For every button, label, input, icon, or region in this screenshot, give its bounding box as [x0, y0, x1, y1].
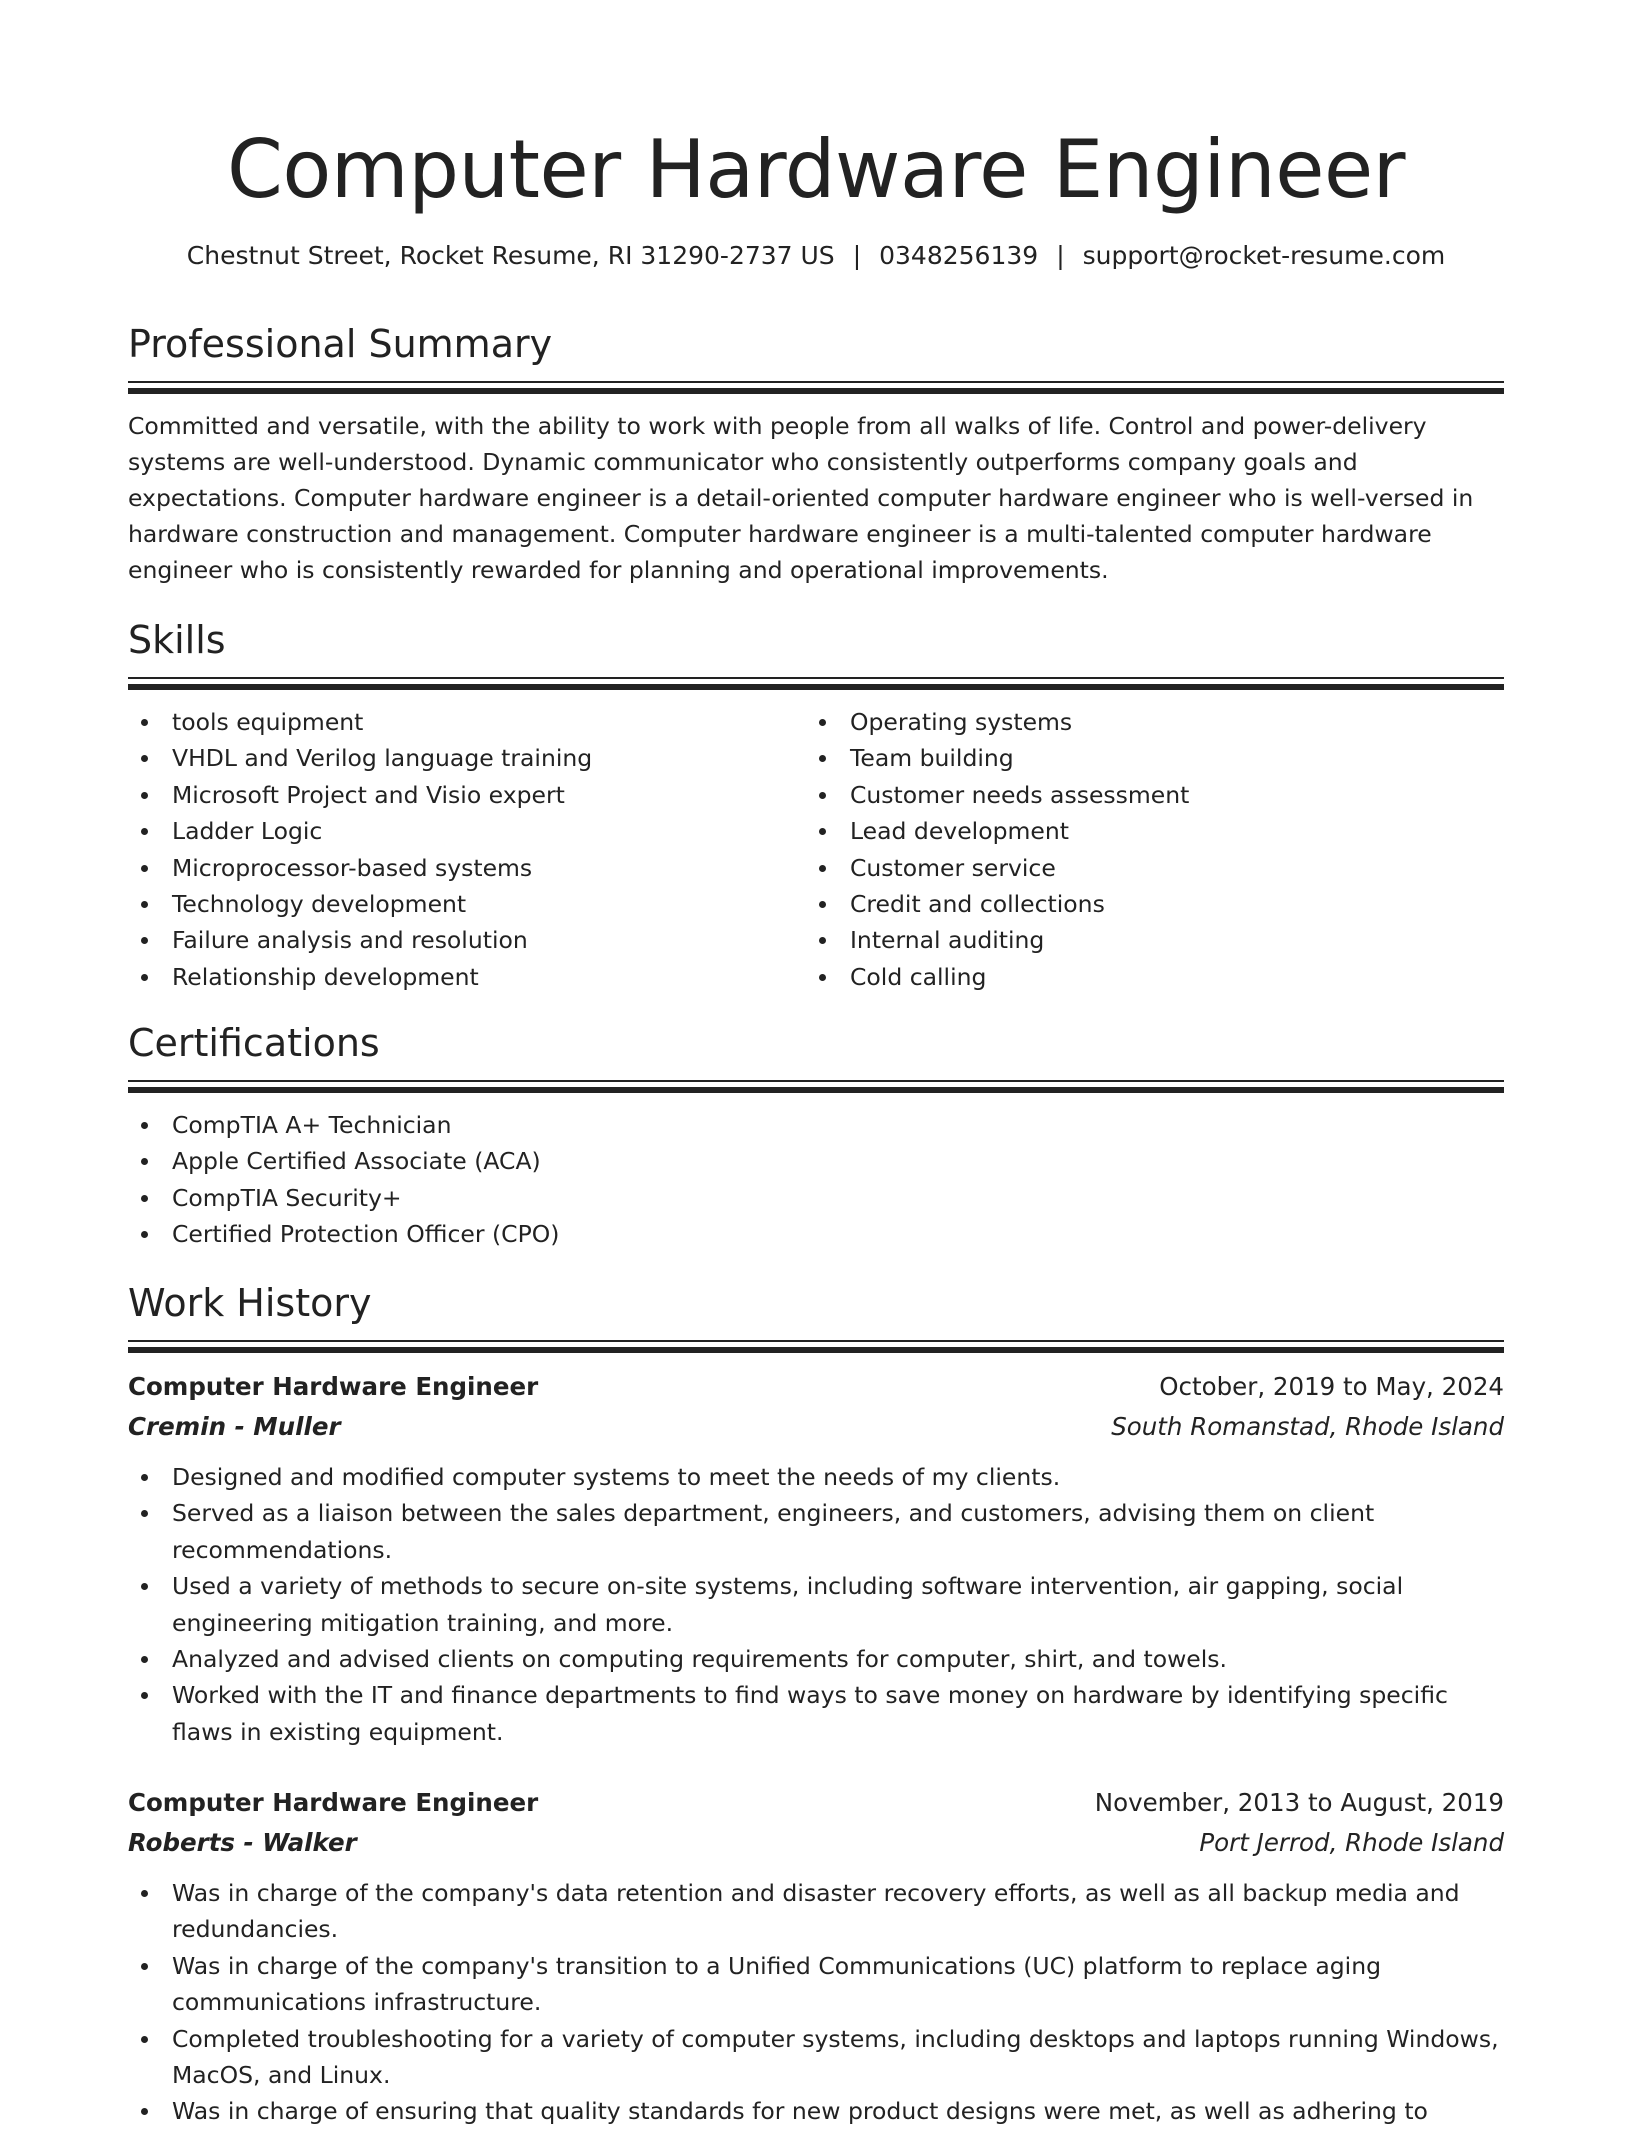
skills-heading: Skills — [128, 618, 226, 662]
summary-text: Committed and versatile, with the ability to work with people from all walks of life. Control and power-delivery systems are well-understood. Dynamic communicator who consistently outperforms company goals and expectations. Computer hardware engineer is a detail-oriented computer hardware engineer who is well-versed in hardware construction and management. Computer hardware engineer is a multi-talented computer hardware engineer who is consistently rewarded for planning and operational improvements. — [128, 412, 1474, 584]
skill-item: Customer service — [806, 850, 1484, 886]
job-bullet: Served as a liaison between the sales department, engineers, and customers, advising them on client recommendations. — [128, 1495, 1504, 1568]
skill-item: Ladder Logic — [128, 813, 806, 849]
job-company: Roberts - Walker — [128, 1828, 357, 1857]
skill-item: Cold calling — [806, 959, 1484, 995]
job-bullet: Analyzed and advised clients on computing requirements for computer, shirt, and towels. — [128, 1641, 1504, 1677]
contact-email: support@rocket-resume.com — [1082, 241, 1446, 270]
section-divider-thick — [128, 1087, 1504, 1093]
certification-item: Apple Certified Associate (ACA) — [128, 1143, 1504, 1179]
certification-item: Certified Protection Officer (CPO) — [128, 1216, 1504, 1252]
job-bullet: Used a variety of methods to secure on-site systems, including software intervention, air gapping, social engineering mitigation training, and more. — [128, 1568, 1504, 1641]
section-divider — [128, 677, 1504, 679]
resume-page — [128, 0, 1504, 2126]
contact-separator: | — [852, 241, 862, 270]
job-company: Cremin - Muller — [128, 1412, 341, 1441]
certifications-heading: Certifications — [128, 1021, 380, 1065]
skills-section — [128, 615, 1504, 995]
certification-item: CompTIA A+ Technician — [128, 1107, 1504, 1143]
job-entry — [128, 1367, 1504, 1750]
skill-item: Team building — [806, 740, 1484, 776]
skills-list-right — [806, 704, 1484, 995]
section-divider-thick — [128, 1347, 1504, 1353]
work-history-heading: Work History — [128, 1281, 372, 1325]
section-divider-thick — [128, 388, 1504, 394]
contact-phone: 0348256139 — [879, 241, 1039, 270]
job-bullet: Was in charge of the company's transition to a Unified Communications (UC) platform to replace aging communications infrastructure. — [128, 1948, 1504, 2021]
contact-address: Chestnut Street, Rocket Resume, RI 31290-2737 US — [186, 241, 835, 270]
certifications-list — [128, 1107, 1504, 1253]
contact-line — [128, 238, 1504, 274]
summary-heading: Professional Summary — [128, 322, 553, 366]
job-bullets — [128, 1459, 1504, 1750]
certifications-section — [128, 1018, 1504, 1253]
skill-item: Microprocessor-based systems — [128, 850, 806, 886]
job-dates: October, 2019 to May, 2024 — [1159, 1372, 1504, 1401]
skill-item: Relationship development — [128, 959, 806, 995]
job-bullet: Was in charge of the company's data retention and disaster recovery efforts, as well as all backup media and redundancies. — [128, 1875, 1504, 1948]
skill-item: Failure analysis and resolution — [128, 922, 806, 958]
job-dates: November, 2013 to August, 2019 — [1094, 1788, 1504, 1817]
section-divider — [128, 381, 1504, 383]
skill-item: Microsoft Project and Visio expert — [128, 777, 806, 813]
job-location: Port Jerrod, Rhode Island — [1199, 1828, 1504, 1857]
certification-item: CompTIA Security+ — [128, 1180, 1504, 1216]
summary-section — [128, 319, 1504, 588]
contact-separator: | — [1056, 241, 1065, 270]
job-bullet: Worked with the IT and finance departments to find ways to save money on hardware by identifying specific flaws in existing equipment. — [128, 1677, 1504, 1750]
job-title: Computer Hardware Engineer — [128, 1788, 539, 1817]
job-title: Computer Hardware Engineer — [128, 1372, 539, 1401]
skills-columns — [128, 704, 1504, 995]
job-location: South Romanstad, Rhode Island — [1111, 1412, 1504, 1441]
work-history-section — [128, 1278, 1504, 1353]
job-bullets — [128, 1875, 1504, 2130]
skill-item: Credit and collections — [806, 886, 1484, 922]
job-subheader — [128, 1823, 1504, 1863]
job-entry — [128, 1783, 1504, 2130]
job-bullet: Designed and modified computer systems to meet the needs of my clients. — [128, 1459, 1504, 1495]
resume-name: Computer Hardware Engineer — [226, 123, 1406, 216]
job-header — [128, 1367, 1504, 1407]
skill-item: Customer needs assessment — [806, 777, 1484, 813]
job-bullet: Was in charge of ensuring that quality standards for new product designs were met, as well as adhering to — [128, 2093, 1504, 2129]
skill-item: Technology development — [128, 886, 806, 922]
section-divider — [128, 1340, 1504, 1342]
skill-item: VHDL and Verilog language training — [128, 740, 806, 776]
skill-item: Operating systems — [806, 704, 1484, 740]
section-divider-thick — [128, 684, 1504, 690]
skill-item: tools equipment — [128, 704, 806, 740]
skill-item: Lead development — [806, 813, 1484, 849]
skill-item: Internal auditing — [806, 922, 1484, 958]
section-divider — [128, 1080, 1504, 1082]
job-header — [128, 1783, 1504, 1823]
skills-list-left — [128, 704, 806, 995]
job-subheader — [128, 1407, 1504, 1447]
job-bullet: Completed troubleshooting for a variety of computer systems, including desktops and laptops running Windows, MacOS, and Linux. — [128, 2021, 1504, 2094]
